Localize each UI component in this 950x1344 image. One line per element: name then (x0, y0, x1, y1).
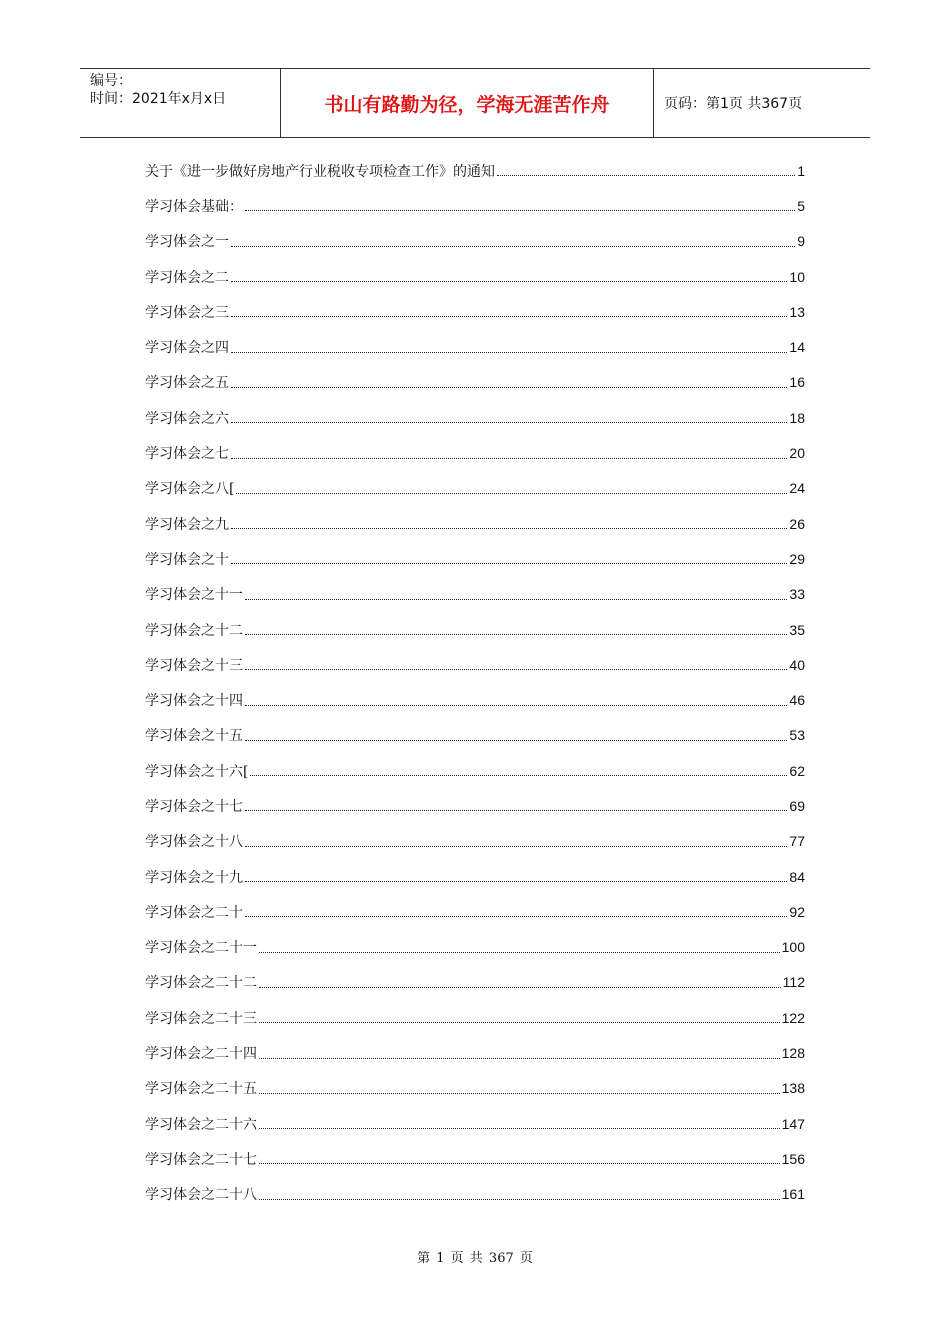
toc-entry-title: 学习体会之二十一 (145, 940, 257, 957)
toc-leader-dots (259, 1093, 780, 1094)
toc-entry[interactable] (145, 824, 805, 859)
toc-leader-dots (259, 1058, 780, 1059)
toc-entry-title: 学习体会之一 (145, 234, 229, 251)
toc-entry[interactable] (145, 259, 805, 294)
table-of-contents (145, 153, 805, 1212)
toc-leader-dots (245, 599, 787, 600)
toc-entry-title: 学习体会基础： (145, 198, 243, 215)
toc-entry[interactable] (145, 788, 805, 823)
toc-leader-dots (245, 810, 787, 811)
toc-entry[interactable] (145, 965, 805, 1000)
toc-entry[interactable] (145, 400, 805, 435)
toc-entry-page: 161 (781, 1186, 805, 1203)
toc-entry[interactable] (145, 365, 805, 400)
toc-entry-page: 24 (789, 480, 805, 497)
header-motto: 书山有路勤为径，学海无涯苦作舟 (281, 69, 654, 137)
toc-entry[interactable] (145, 718, 805, 753)
toc-entry-page: 18 (789, 409, 805, 426)
toc-entry-title: 学习体会之十三 (145, 657, 243, 674)
toc-entry[interactable] (145, 294, 805, 329)
toc-entry[interactable] (145, 435, 805, 470)
toc-entry-page: 77 (789, 833, 805, 850)
header-page-info: 页码：第1页 共367页 (664, 96, 803, 112)
toc-entry-title: 学习体会之十 (145, 551, 229, 568)
toc-leader-dots (259, 987, 781, 988)
header-meta (80, 69, 281, 137)
toc-entry-page: 13 (789, 303, 805, 320)
toc-leader-dots (231, 528, 787, 529)
toc-entry-page: 33 (789, 586, 805, 603)
toc-leader-dots (231, 281, 787, 282)
toc-leader-dots (245, 740, 787, 741)
toc-entry-title: 学习体会之二十七 (145, 1151, 257, 1168)
toc-entry-page: 122 (781, 1009, 805, 1026)
toc-entry-page: 128 (781, 1045, 805, 1062)
toc-leader-dots (245, 705, 787, 706)
toc-entry-title: 学习体会之三 (145, 304, 229, 321)
toc-entry-page: 29 (789, 550, 805, 567)
toc-entry-title: 学习体会之二十三 (145, 1010, 257, 1027)
toc-entry[interactable] (145, 647, 805, 682)
toc-entry-title: 学习体会之八[ (145, 481, 235, 498)
toc-entry-page: 16 (789, 374, 805, 391)
toc-leader-dots (231, 387, 787, 388)
toc-entry-page: 69 (789, 797, 805, 814)
toc-entry-title: 学习体会之十一 (145, 587, 243, 604)
toc-entry-title: 学习体会之二十四 (145, 1046, 257, 1063)
toc-entry[interactable] (145, 930, 805, 965)
toc-entry[interactable] (145, 329, 805, 364)
time-label: 时间：2021年x月x日 (90, 91, 227, 107)
toc-entry-page: 156 (781, 1150, 805, 1167)
toc-entry-page: 1 (797, 162, 805, 179)
toc-entry[interactable] (145, 1071, 805, 1106)
toc-entry-title: 学习体会之十五 (145, 728, 243, 745)
toc-entry-title: 学习体会之二十 (145, 904, 243, 921)
toc-entry[interactable] (145, 894, 805, 929)
toc-entry-title: 学习体会之十六[ (145, 763, 249, 780)
toc-entry-page: 9 (797, 233, 805, 250)
toc-entry-page: 46 (789, 692, 805, 709)
toc-entry-title: 学习体会之二十五 (145, 1081, 257, 1098)
toc-entry[interactable] (145, 859, 805, 894)
toc-leader-dots (259, 1022, 780, 1023)
toc-leader-dots (245, 881, 787, 882)
toc-leader-dots (259, 1128, 780, 1129)
toc-leader-dots (231, 246, 795, 247)
toc-entry-title: 学习体会之二十二 (145, 975, 257, 992)
toc-leader-dots (231, 563, 787, 564)
toc-entry[interactable] (145, 506, 805, 541)
toc-entry-page: 20 (789, 445, 805, 462)
toc-leader-dots (497, 175, 795, 176)
toc-leader-dots (250, 775, 787, 776)
toc-leader-dots (245, 634, 787, 635)
toc-entry-title: 学习体会之二十六 (145, 1116, 257, 1133)
toc-entry[interactable] (145, 1000, 805, 1035)
toc-leader-dots (231, 352, 787, 353)
toc-entry[interactable] (145, 612, 805, 647)
toc-entry-title: 学习体会之十七 (145, 798, 243, 815)
toc-entry[interactable] (145, 1106, 805, 1141)
toc-entry[interactable] (145, 153, 805, 188)
toc-entry-title: 学习体会之十二 (145, 622, 243, 639)
toc-entry[interactable] (145, 1177, 805, 1212)
toc-entry-title: 学习体会之七 (145, 446, 229, 463)
toc-entry[interactable] (145, 682, 805, 717)
toc-entry-title: 学习体会之四 (145, 340, 229, 357)
page-footer: 第 1 页 共 367 页 (417, 1251, 533, 1266)
toc-entry-page: 40 (789, 656, 805, 673)
toc-entry[interactable] (145, 188, 805, 223)
toc-leader-dots (245, 916, 787, 917)
number-label: 编号： (90, 73, 132, 89)
toc-entry-page: 112 (782, 974, 805, 991)
toc-entry-page: 84 (789, 868, 805, 885)
toc-entry-page: 147 (781, 1115, 805, 1132)
toc-leader-dots (231, 316, 787, 317)
toc-entry-page: 10 (789, 268, 805, 285)
toc-entry-page: 100 (781, 939, 805, 956)
toc-entry-title: 学习体会之十八 (145, 834, 243, 851)
toc-entry-page: 138 (781, 1080, 805, 1097)
toc-entry-page: 14 (789, 339, 805, 356)
toc-leader-dots (236, 493, 787, 494)
toc-leader-dots (259, 1163, 780, 1164)
toc-entry-title: 学习体会之五 (145, 375, 229, 392)
toc-entry[interactable] (145, 1141, 805, 1176)
toc-entry[interactable] (145, 541, 805, 576)
toc-leader-dots (245, 669, 787, 670)
toc-entry-title: 学习体会之十四 (145, 693, 243, 710)
toc-entry-page: 5 (797, 197, 805, 214)
toc-entry-title: 关于《进一步做好房地产行业税收专项检查工作》的通知 (145, 163, 495, 180)
toc-entry-page: 53 (789, 727, 805, 744)
toc-entry[interactable] (145, 753, 805, 788)
toc-entry[interactable] (145, 224, 805, 259)
toc-leader-dots (259, 1199, 780, 1200)
toc-entry-page: 62 (789, 762, 805, 779)
toc-leader-dots (245, 846, 787, 847)
toc-leader-dots (259, 952, 780, 953)
toc-entry-page: 35 (789, 621, 805, 638)
toc-entry-title: 学习体会之六 (145, 410, 229, 427)
toc-entry-title: 学习体会之二十八 (145, 1187, 257, 1204)
toc-leader-dots (231, 458, 787, 459)
page-header (80, 68, 870, 138)
toc-entry-title: 学习体会之二 (145, 269, 229, 286)
toc-entry-title: 学习体会之十九 (145, 869, 243, 886)
toc-entry-title: 学习体会之九 (145, 516, 229, 533)
toc-entry-page: 92 (789, 903, 805, 920)
toc-entry-page: 26 (789, 515, 805, 532)
toc-leader-dots (245, 210, 795, 211)
toc-entry[interactable] (145, 1035, 805, 1070)
toc-entry[interactable] (145, 471, 805, 506)
toc-entry[interactable] (145, 577, 805, 612)
toc-leader-dots (231, 422, 787, 423)
